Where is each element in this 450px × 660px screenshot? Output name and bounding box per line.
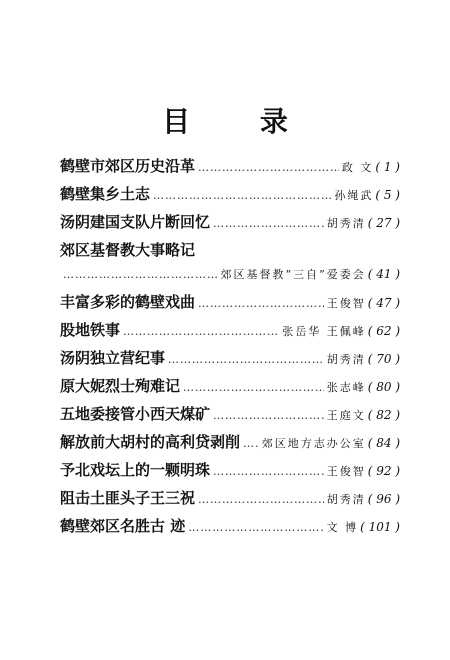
leader-dots: [213, 465, 324, 478]
entry-title: 予北戏坛上的一颗明珠: [60, 461, 211, 479]
toc-entry: [60, 403, 400, 431]
table-of-contents: [60, 155, 400, 543]
entry-author: 文 博: [326, 521, 359, 534]
entry-title: 郊区基督教大事略记: [60, 241, 196, 259]
leader-dots: [153, 189, 331, 202]
entry-author: 王庭文: [326, 409, 366, 422]
toc-entry: [60, 347, 400, 375]
entry-page: ( 41 ): [367, 267, 400, 281]
leader-dots: [243, 437, 259, 450]
entry-title: 鹤壁集乡土志: [60, 185, 151, 203]
toc-entry: [60, 431, 400, 459]
toc-entry: [60, 183, 400, 211]
entry-title: 鹤壁郊区名胜古 迹: [60, 517, 186, 535]
entry-page: ( 96 ): [367, 492, 400, 506]
entry-page: ( 92 ): [367, 464, 400, 478]
entry-page: ( 62 ): [367, 324, 400, 338]
entry-title: 阻击土匪头子王三祝: [60, 489, 196, 507]
leader-dots: [213, 217, 324, 230]
entry-page: ( 80 ): [367, 380, 400, 394]
leader-dots: [213, 409, 324, 422]
entry-author: 孙绳武: [334, 189, 374, 202]
entry-title: 五地委接管小西天煤矿: [60, 405, 211, 423]
entry-title: 汤阴独立营纪事: [60, 349, 166, 367]
entry-title: 鹤壁市郊区历史沿革: [60, 157, 196, 175]
entry-author: 政 文: [341, 161, 374, 174]
toc-entry: [60, 459, 400, 487]
entry-author: 王俊智: [326, 297, 366, 310]
toc-entry: [60, 211, 400, 239]
leader-dots: [198, 161, 339, 174]
entry-title: 汤阴建国支队片断回忆: [60, 213, 211, 231]
entry-author: 郊区地方志办公室: [261, 437, 366, 450]
entry-page: ( 101 ): [360, 520, 400, 534]
entry-title: 原大妮烈士殉难记: [60, 377, 181, 395]
entry-page: ( 70 ): [367, 352, 400, 366]
entry-title: 股地铁事: [60, 321, 121, 339]
entry-author: 胡秀清: [326, 493, 366, 506]
entry-title: 丰富多彩的鹤壁戏曲: [60, 293, 196, 311]
leader-dots: [63, 268, 217, 281]
entry-title: 解放前大胡村的高利贷剥削: [60, 433, 241, 451]
entry-page: ( 84 ): [367, 436, 400, 450]
leader-dots: [198, 297, 324, 310]
toc-entry: [60, 375, 400, 403]
entry-author: 胡秀清: [326, 217, 366, 230]
entry-page: ( 5 ): [375, 188, 400, 202]
page-title: 目 录: [162, 105, 318, 138]
entry-author: 张志峰: [326, 381, 366, 394]
leader-dots: [198, 493, 324, 506]
toc-entry: [60, 239, 400, 291]
entry-page: ( 82 ): [367, 408, 400, 422]
entry-page: ( 47 ): [367, 296, 400, 310]
entry-page: ( 27 ): [367, 216, 400, 230]
toc-entry: [60, 155, 400, 183]
toc-entry: [60, 319, 400, 347]
leader-dots: [168, 353, 324, 366]
entry-author: 王俊智: [326, 465, 366, 478]
toc-entry: [60, 487, 400, 515]
toc-entry: [60, 291, 400, 319]
leader-dots: [183, 381, 324, 394]
leader-dots: [123, 325, 279, 338]
leader-dots: [188, 521, 323, 534]
entry-page: ( 1 ): [375, 160, 400, 174]
entry-second-line: [60, 266, 400, 282]
entry-author: 郊区基督教“三自”爱委会: [220, 268, 366, 281]
toc-entry: [60, 515, 400, 543]
entry-author: 胡秀清: [326, 353, 366, 366]
entry-author: 张岳华 王佩峰: [282, 325, 366, 338]
